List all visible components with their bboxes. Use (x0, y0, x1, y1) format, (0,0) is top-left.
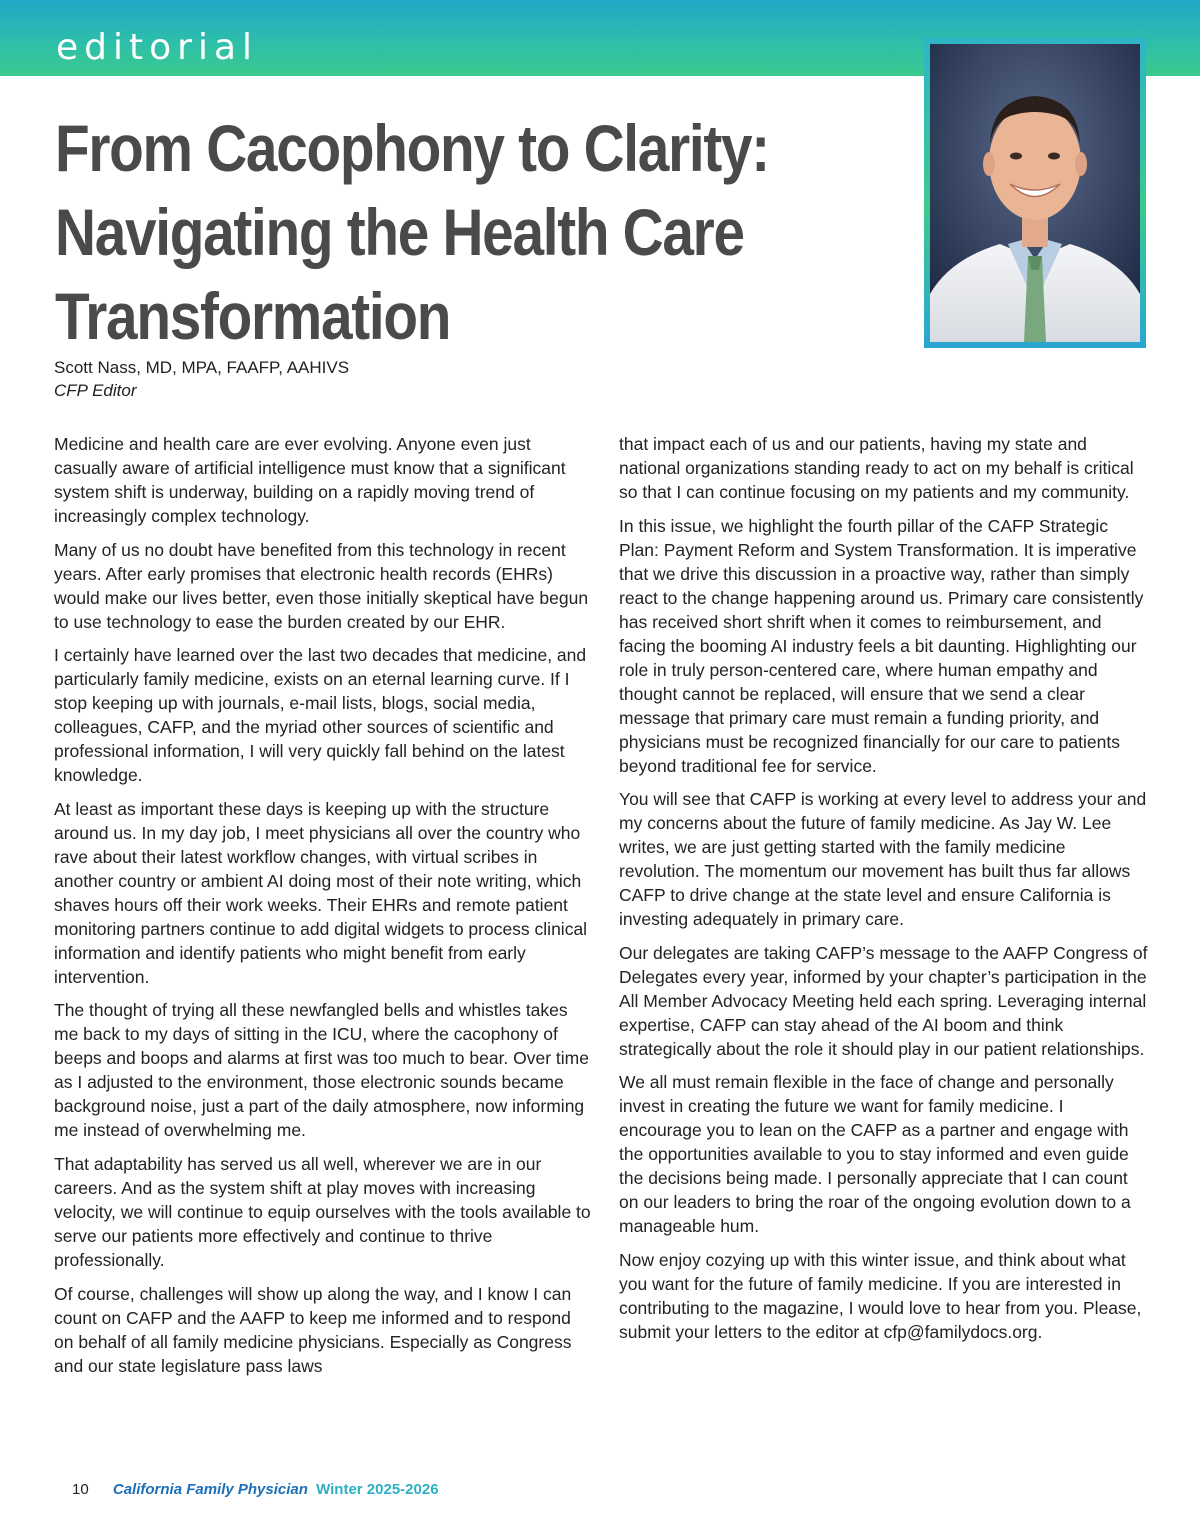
paragraph: Our delegates are taking CAFP’s message to the AAFP Congress of Delegates every year, informed by your chapter’s participation in the All Member Advocacy Meeting held each spring. Leveraging internal expertise, CAFP can stay ahead of the AI boom and think strategically about the role it should play in our patient relationships. (619, 942, 1148, 1059)
paragraph: At least as important these days is keeping up with the structure around us. In my day job, I meet physicians all over the country who rave about their latest workflow changes, with virtual scribes in another country or ambient AI doing most of their note writing, which shaves hours off their work weeks. Their EHRs and remote patient monitoring partners continue to add digital widgets to process clinical information and identify patients who might benefit from early intervention. (54, 798, 588, 987)
body-column-left (54, 432, 594, 1387)
paragraph: Of course, challenges will show up along the way, and I know I can count on CAFP and the AAFP to keep me informed and to respond on behalf of all family medicine physicians. Especially as Congress and our state legislature pass laws (54, 1283, 572, 1376)
article-title (55, 106, 795, 358)
paragraph: That adaptability has served us all well, wherever we are in our careers. And as the system shift at play moves with increasing velocity, we will continue to equip ourselves with the tools available to serve our patients more effectively and continue to thrive professionally. (54, 1153, 591, 1270)
byline (54, 356, 349, 402)
paragraph: that impact each of us and our patients, having my state and national organizations standing ready to act on my behalf is critical so that I can continue focusing on my patients and my community. (619, 434, 1134, 502)
author-name: Scott Nass, MD, MPA, FAAFP, AAHIVS (54, 358, 350, 377)
paragraph: I certainly have learned over the last two decades that medicine, and particularly family medicine, exists on an eternal learning curve. If I stop keeping up with journals, e-mail lists, blogs, social media, colleagues, CAFP, and the myriad other sources of scientific and professional information, I will very quickly fall behind on the latest knowledge. (54, 645, 587, 786)
paragraph: You will see that CAFP is working at every level to address your and my concerns about the future of family medicine. As Jay W. Lee writes, we are just getting started with the family medicine revolution. The momentum our movement has built thus far allows CAFP to drive change at the state level and ensure California is investing adequately in primary care. (619, 789, 1147, 930)
author-photo-frame (924, 38, 1146, 348)
paragraph: Now enjoy cozying up with this winter issue, and think about what you want for the future of family medicine. If you are interested in contributing to the magazine, I would love to hear from you. Please, submit your letters to the editor at cfp@familydocs.org. (619, 1249, 1142, 1342)
title-line: From Cacophony to Clarity: (55, 111, 769, 185)
title-line: Navigating the Health Care (55, 195, 744, 269)
page-footer (72, 1480, 439, 1500)
section-label: editorial (56, 27, 259, 68)
paragraph: In this issue, we highlight the fourth pillar of the CAFP Strategic Plan: Payment Reform and System Transformation. It is imperative that we drive this discussion in a proactive way, rather than simply react to the change happening around us. Primary care consistently has received short shrift when it comes to reimbursement, and facing the booming AI industry feels a bit daunting. Highlighting our role in truly person-centered care, where human empathy and thought cannot be replaced, will ensure that we send a clear message that primary care must remain a funding priority, and physicians must be recognized financially for our care to patients beyond traditional fee for service. (619, 515, 1144, 776)
author-portrait-icon (930, 44, 1140, 342)
title-line: Transformation (55, 279, 451, 353)
page-number: 10 (72, 1481, 89, 1498)
body-column-right (619, 432, 1149, 1354)
publication-issue: Winter 2025-2026 (316, 1481, 439, 1498)
paragraph: Many of us no doubt have benefited from this technology in recent years. After early promises that electronic health records (EHRs) would make our lives better, even those initially skeptical have begun to use technology to ease the burden created by our EHR. (54, 539, 589, 632)
paragraph: We all must remain flexible in the face of change and personally invest in creating the future we want for family medicine. I encourage you to lean on the CAFP as a partner and engage with the opportunities available to you to stay informed and even guide the decisions being made. I personally appreciate that I can count on our leaders to bring the roar of the ongoing evolution down to a manageable hum. (619, 1072, 1131, 1237)
author-role: CFP Editor (54, 381, 137, 400)
publication-name: California Family Physician (112, 1481, 308, 1498)
paragraph: Medicine and health care are ever evolving. Anyone even just casually aware of artificial intelligence must know that a significant system shift is underway, building on a rapidly moving trend of increasingly complex technology. (54, 434, 566, 526)
paragraph: The thought of trying all these newfangled bells and whistles takes me back to my days of sitting in the ICU, where the cacophony of beeps and boops and alarms at first was too much to bear. Over time as I adjusted to the environment, those electronic sounds became background noise, just a part of the daily atmosphere, now informing me instead of overwhelming me. (54, 1000, 589, 1141)
